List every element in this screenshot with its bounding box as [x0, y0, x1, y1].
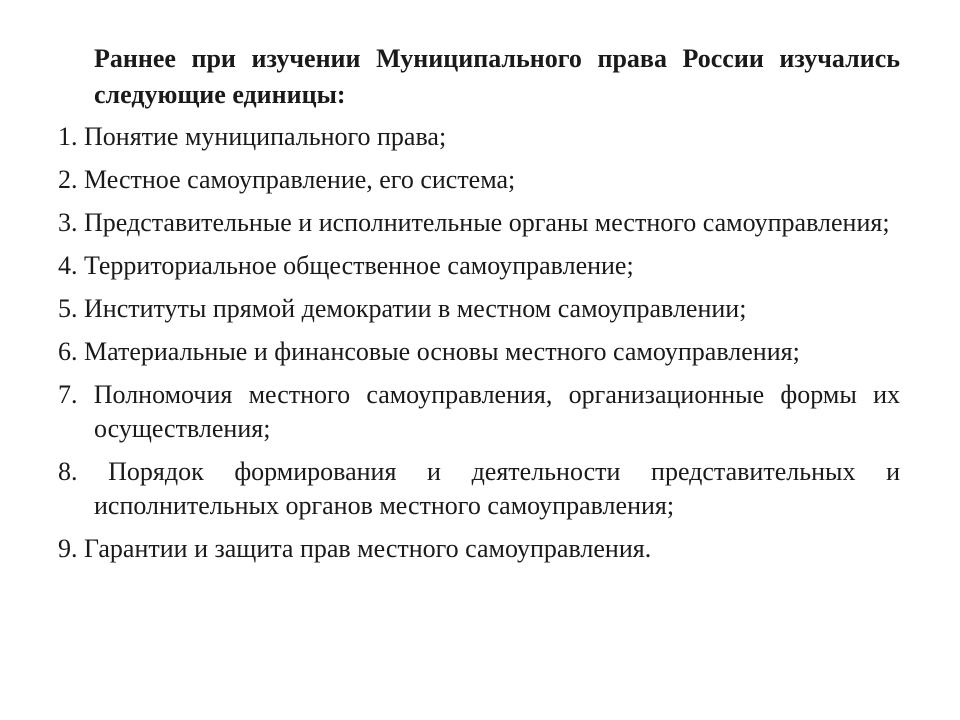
list-item: 5. Институты прямой демократии в местном самоуправлении; — [58, 294, 747, 323]
slide-heading: Раннее при изучении Муниципального права России изучались следующие единицы: — [94, 44, 900, 109]
list-item: 2. Местное самоуправление, его система; — [58, 165, 516, 194]
list-item: 4. Территориальное общественное самоуправление; — [58, 251, 634, 280]
list-item: 6. Материальные и финансовые основы местного самоуправления; — [58, 337, 800, 366]
list-item: 7. Полномочия местного самоуправления, организационные формы их осуществления; — [58, 380, 900, 443]
list-item: 8. Порядок формирования и деятельности представительных и исполнительных органов местного самоуправления; — [58, 457, 900, 520]
list-item: 3. Представительные и исполнительные органы местного самоуправления; — [58, 208, 890, 237]
list-item: 1. Понятие муниципального права; — [58, 122, 447, 151]
list-item: 9. Гарантии и защита прав местного самоуправления. — [58, 534, 652, 563]
topics-list — [58, 120, 900, 575]
